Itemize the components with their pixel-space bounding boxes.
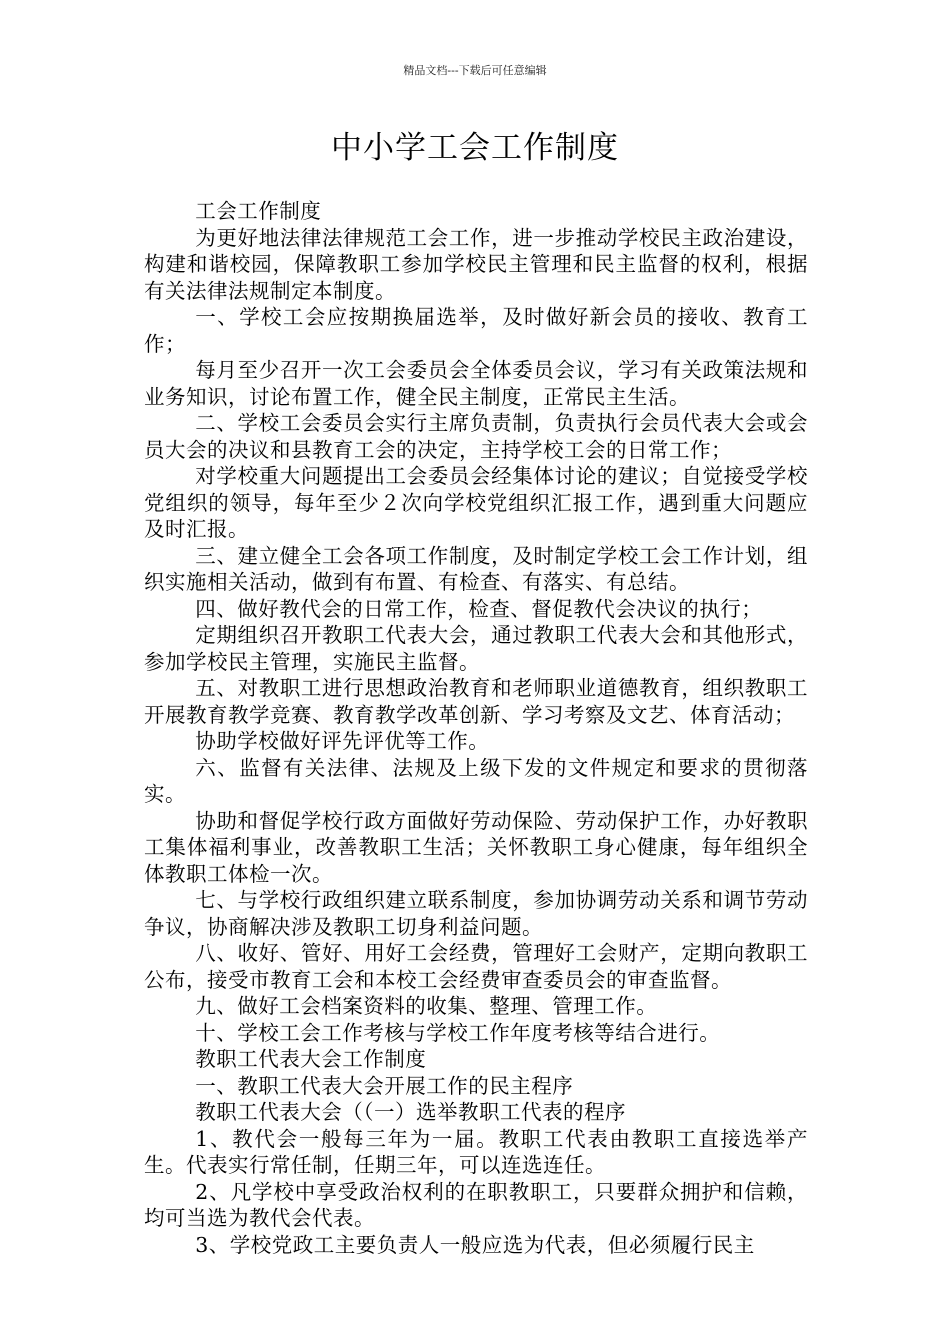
paragraph: 为更好地法律法律规范工会工作，进一步推动学校民主政治建设，构建和谐校园，保障教职工参加学校民主管理和民主监督的权利，根据有关法律法规制定本制度。 — [144, 225, 808, 303]
paragraph: 八、收好、管好、用好工会经费，管理好工会财产，定期向教职工公布，接受市教育工会和本校工会经费审查委员会的审查监督。 — [144, 941, 808, 992]
paragraph: 对学校重大问题提出工会委员会经集体讨论的建议；自觉接受学校党组织的领导，每年至少２次向学校党组织汇报工作，遇到重大问题应及时汇报。 — [144, 464, 808, 541]
paragraph: 每月至少召开一次工会委员会全体委员会议，学习有关政策法规和业务知识，讨论布置工作，健全民主制度，正常民主生活。 — [144, 358, 808, 409]
paragraph: 六、监督有关法律、法规及上级下发的文件规定和要求的贯彻落实。 — [144, 755, 808, 806]
paragraph: 四、做好教代会的日常工作，检查、督促教代会决议的执行； — [195, 596, 763, 621]
paragraph: 七、与学校行政组织建立联系制度，参加协调劳动关系和调节劳动争议，协商解决涉及教职工切身利益问题。 — [144, 888, 808, 939]
paragraph: 教职工代表大会工作制度 — [195, 1047, 427, 1071]
paragraph: 二、学校工会委员会实行主席负责制，负责执行会员代表大会或会员大会的决议和县教育工会的决定，主持学校工会的日常工作； — [144, 411, 808, 462]
paragraph: 九、做好工会档案资料的收集、整理、管理工作。 — [195, 994, 658, 1018]
paragraph: 1、教代会一般每三年为一届。教职工代表由教职工直接选举产生。代表实行常任制，任期三年，可以连选连任。 — [144, 1126, 808, 1177]
document-title: 中小学工会工作制度 — [331, 130, 619, 166]
paragraph: 十、学校工会工作考核与学校工作年度考核等结合进行。 — [195, 1020, 721, 1045]
paragraph: 工会工作制度 — [195, 199, 322, 223]
document-body — [144, 198, 808, 1258]
paragraph: 三、建立健全工会各项工作制度，及时制定学校工会工作计划，组织实施相关活动，做到有布置、有检查、有落实、有总结。 — [144, 543, 808, 594]
page-header-note: 精品文档---下载后可任意编辑 — [403, 64, 547, 77]
paragraph: 一、教职工代表大会开展工作的民主程序 — [195, 1073, 574, 1098]
paragraph: 教职工代表大会（（一）选举教职工代表的程序 — [195, 1100, 626, 1124]
paragraph: 一、学校工会应按期换届选举，及时做好新会员的接收、教育工作； — [144, 305, 808, 356]
paragraph: 2、凡学校中享受政治权利的在职教职工，只要群众拥护和信赖，均可当选为教代会代表。 — [144, 1179, 808, 1230]
paragraph: 3、学校党政工主要负责人一般应选为代表，但必须履行民主 — [195, 1232, 755, 1257]
paragraph: 定期组织召开教职工代表大会，通过教职工代表大会和其他形式，参加学校民主管理，实施民主监督。 — [144, 623, 808, 674]
paragraph: 协助学校做好评先评优等工作。 — [195, 729, 490, 753]
paragraph: 协助和督促学校行政方面做好劳动保险、劳动保护工作，办好教职工集体福利事业，改善教职工生活；关怀教职工身心健康，每年组织全体教职工体检一次。 — [144, 808, 808, 886]
paragraph: 五、对教职工进行思想政治教育和老师职业道德教育，组织教职工开展教育教学竞赛、教育教学改革创新、学习考察及文艺、体育活动； — [144, 676, 808, 727]
